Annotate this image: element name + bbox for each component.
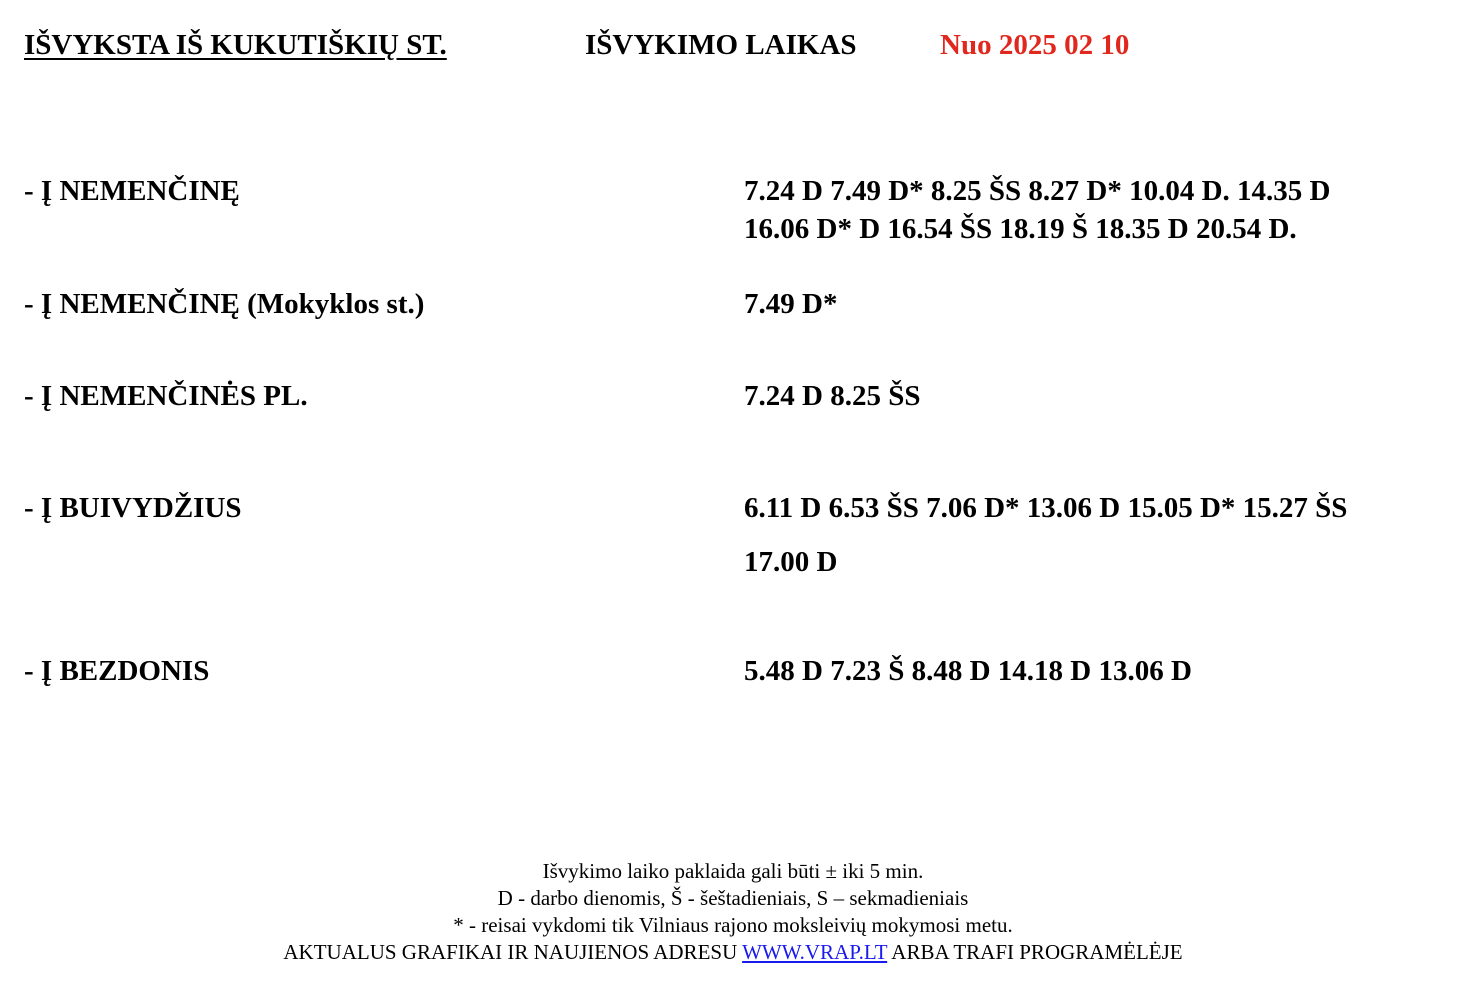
times-line: 7.49 D* — [744, 288, 838, 320]
route-times-nemencines-pl — [744, 377, 920, 415]
route-destination-nemencine-mokyklos: - Į NEMENČINĘ (Mokyklos st.) — [24, 288, 425, 320]
footer-asterisk-note: * - reisai vykdomi tik Vilniaus rajono moksleivių mokymosi metu. — [453, 913, 1013, 937]
route-destination-buivydziai: - Į BUIVYDŽIUS — [24, 492, 242, 524]
footer-website-line — [0, 939, 1466, 966]
route-times-bezdonys — [744, 652, 1192, 690]
departure-time-heading: IŠVYKIMO LAIKAS — [585, 29, 857, 61]
times-line: 7.24 D 7.49 D* 8.25 ŠS 8.27 D* 10.04 D. 14.35 D — [744, 175, 1331, 207]
footer-tolerance-note: Išvykimo laiko paklaida gali būti ± iki 5 min. — [542, 859, 924, 883]
route-times-buivydziai — [744, 481, 1347, 589]
route-destination-bezdonys: - Į BEZDONIS — [24, 655, 210, 687]
times-line: 17.00 D — [744, 546, 838, 578]
times-line: 16.06 D* D 16.54 ŠS 18.19 Š 18.35 D 20.54 D. — [744, 213, 1297, 245]
route-times-nemencine-mokyklos — [744, 285, 837, 323]
route-times-nemencine — [744, 172, 1330, 248]
times-line: 6.11 D 6.53 ŠS 7.06 D* 13.06 D 15.05 D* 15.27 ŠS — [744, 492, 1348, 524]
times-line: 7.24 D 8.25 ŠS — [744, 380, 921, 412]
website-link[interactable]: WWW.VRAP.LT — [742, 940, 888, 964]
route-destination-nemencines-pl: - Į NEMENČINĖS PL. — [24, 380, 308, 412]
times-line: 5.48 D 7.23 Š 8.48 D 14.18 D 13.06 D — [744, 655, 1192, 687]
footer-notes — [0, 858, 1466, 966]
footer-website-prefix: AKTUALUS GRAFIKAI IR NAUJIENOS ADRESU — [283, 940, 743, 964]
footer-website-suffix: ARBA TRAFI PROGRAMĖLĖJE — [887, 940, 1183, 964]
valid-from-date: Nuo 2025 02 10 — [940, 29, 1130, 61]
route-destination-nemencine: - Į NEMENČINĘ — [24, 175, 240, 207]
footer-legend: D - darbo dienomis, Š - šeštadieniais, S – sekmadieniais — [497, 886, 969, 910]
departure-station-title: IŠVYKSTA IŠ KUKUTIŠKIŲ ST. — [24, 29, 447, 61]
